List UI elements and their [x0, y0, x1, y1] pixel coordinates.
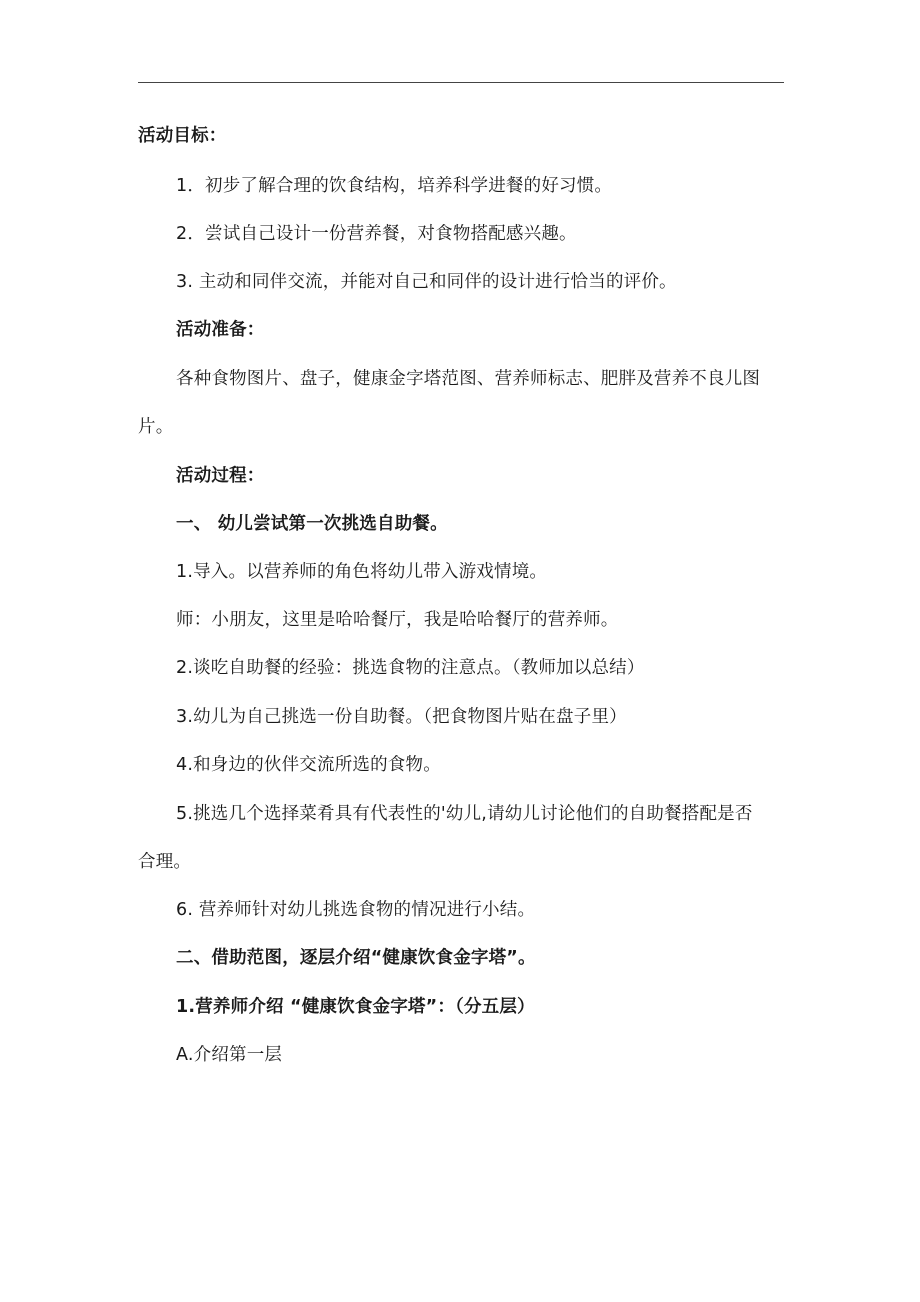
step-5: 5.挑选几个选择菜肴具有代表性的'幼儿,请幼儿讨论他们的自助餐搭配是否: [176, 804, 753, 824]
layer-a-text: A.介绍第一层: [176, 1045, 283, 1065]
goal-item-2: 2．尝试自己设计一份营养餐，对食物搭配感兴趣。: [176, 224, 577, 244]
goal-item-1: 1．初步了解合理的饮食结构，培养科学进餐的好习惯。: [176, 176, 613, 196]
process-heading: 活动过程：: [176, 466, 265, 486]
header-rule: [138, 82, 784, 83]
step-3: 3.幼儿为自己挑选一份自助餐。（把食物图片贴在盘子里）: [176, 707, 627, 727]
step-4: 4.和身边的伙伴交流所选的食物。: [176, 755, 441, 775]
step-6: 6. 营养师针对幼儿挑选食物的情况进行小结。: [176, 900, 536, 920]
section-2-subheading: 1.营养师介绍 “健康饮食金字塔”：（分五层）: [176, 997, 535, 1017]
step-2: 2.谈吃自助餐的经验：挑选食物的注意点。（教师加以总结）: [176, 658, 645, 678]
prep-heading: 活动准备：: [176, 320, 265, 340]
section-2-heading: 二、借助范图，逐层介绍“健康饮食金字塔”。: [176, 948, 536, 968]
prep-text-line-1: 各种食物图片、盘子，健康金字塔范图、营养师标志、肥胖及营养不良儿图: [176, 369, 761, 389]
prep-text-line-2: 片。: [138, 417, 174, 437]
step-5-continued: 合理。: [138, 852, 192, 872]
goal-heading: 活动目标：: [138, 126, 227, 146]
teacher-line: 师：小朋友，这里是哈哈餐厅，我是哈哈餐厅的营养师。: [176, 610, 619, 630]
step-1: 1.导入。以营养师的角色将幼儿带入游戏情境。: [176, 562, 548, 582]
section-1-heading: 一、 幼儿尝试第一次挑选自助餐。: [176, 514, 448, 534]
goal-item-3: 3. 主动和同伴交流，并能对自己和同伴的设计进行恰当的评价。: [176, 272, 677, 292]
